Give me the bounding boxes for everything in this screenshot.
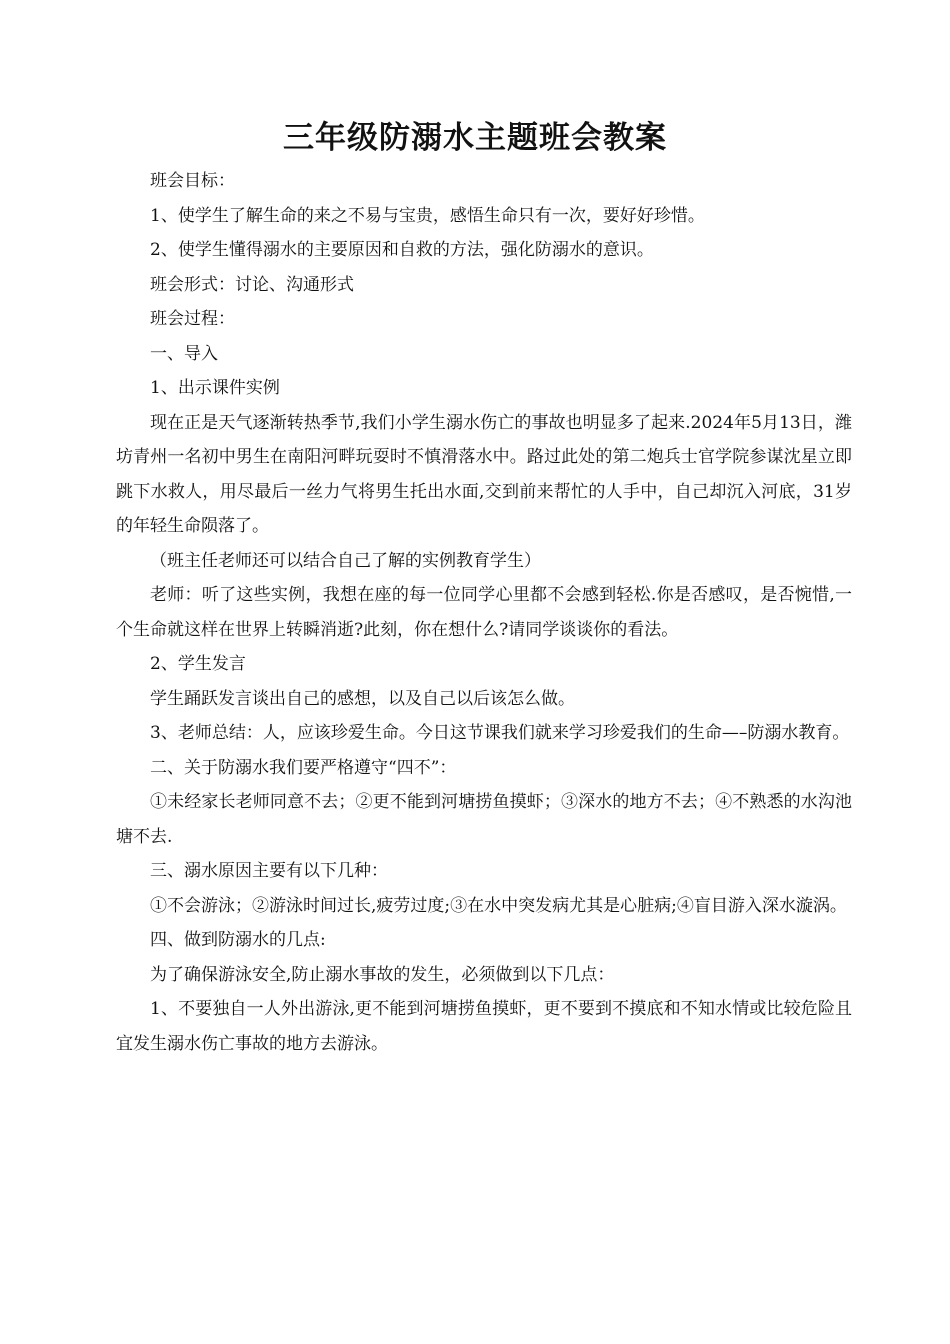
- paragraph: 四、做到防溺水的几点:: [150, 930, 326, 950]
- paragraph: 3、老师总结：人，应该珍爱生命。今日这节课我们就来学习珍爱我们的生命—–防溺水教育。: [150, 723, 850, 743]
- paragraph: 2、学生发言: [150, 654, 246, 674]
- paragraph: 2、使学生懂得溺水的主要原因和自救的方法，强化防溺水的意识。: [150, 240, 654, 260]
- paragraph: 1、不要独自一人外出游泳,更不能到河塘捞鱼摸虾，更不要到不摸底和不知水情或比较危险且宜发生溺水伤亡事故的地方去游泳。: [116, 999, 852, 1054]
- paragraph: ①未经家长老师同意不去；②更不能到河塘捞鱼摸虾；③深水的地方不去；④不熟悉的水沟池塘不去.: [116, 792, 852, 847]
- paragraph: 班会形式：讨论、沟通形式: [150, 274, 354, 295]
- paragraph: 班会过程：: [150, 309, 235, 329]
- paragraph: 一、导入: [150, 343, 218, 364]
- paragraph: 现在正是天气逐渐转热季节,我们小学生溺水伤亡的事故也明显多了起来.2024年5月13日，潍坊青州一名初中男生在南阳河畔玩耍时不慎滑落水中。路过此处的第二炮兵士官学院参谋沈星立即跳下水救人，用尽最后一丝力气将男生托出水面,交到前来帮忙的人手中，自己却沉入河底，31岁的年轻生命陨落了。: [116, 412, 852, 536]
- paragraph: 为了确保游泳安全,防止溺水事故的发生，必须做到以下几点：: [150, 964, 615, 985]
- paragraph: 三、溺水原因主要有以下几种：: [150, 861, 388, 881]
- paragraph: 学生踊跃发言谈出自己的感想，以及自己以后该怎么做。: [150, 688, 575, 709]
- paragraph: 班会目标：: [150, 171, 235, 191]
- paragraph: 老师：听了这些实例，我想在座的每一位同学心里都不会感到轻松.你是否感叹，是否惋惜,一个生命就这样在世界上转瞬消逝?此刻，你在想什么?请同学谈谈你的看法。: [116, 585, 852, 640]
- paragraph: 二、关于防溺水我们要严格遵守“四不”：: [150, 757, 457, 778]
- document-title: 三年级防溺水主题班会教案: [283, 120, 667, 156]
- paragraph: ①不会游泳；②游泳时间过长,疲劳过度;③在水中突发病尤其是心脏病;④盲目游入深水漩涡。: [150, 895, 847, 916]
- paragraph: 1、使学生了解生命的来之不易与宝贵，感悟生命只有一次，要好好珍惜。: [150, 205, 705, 226]
- paragraph: （班主任老师还可以结合自己了解的实例教育学生）: [150, 550, 541, 571]
- document-body: [116, 164, 852, 1061]
- paragraph: 1、出示课件实例: [150, 378, 280, 398]
